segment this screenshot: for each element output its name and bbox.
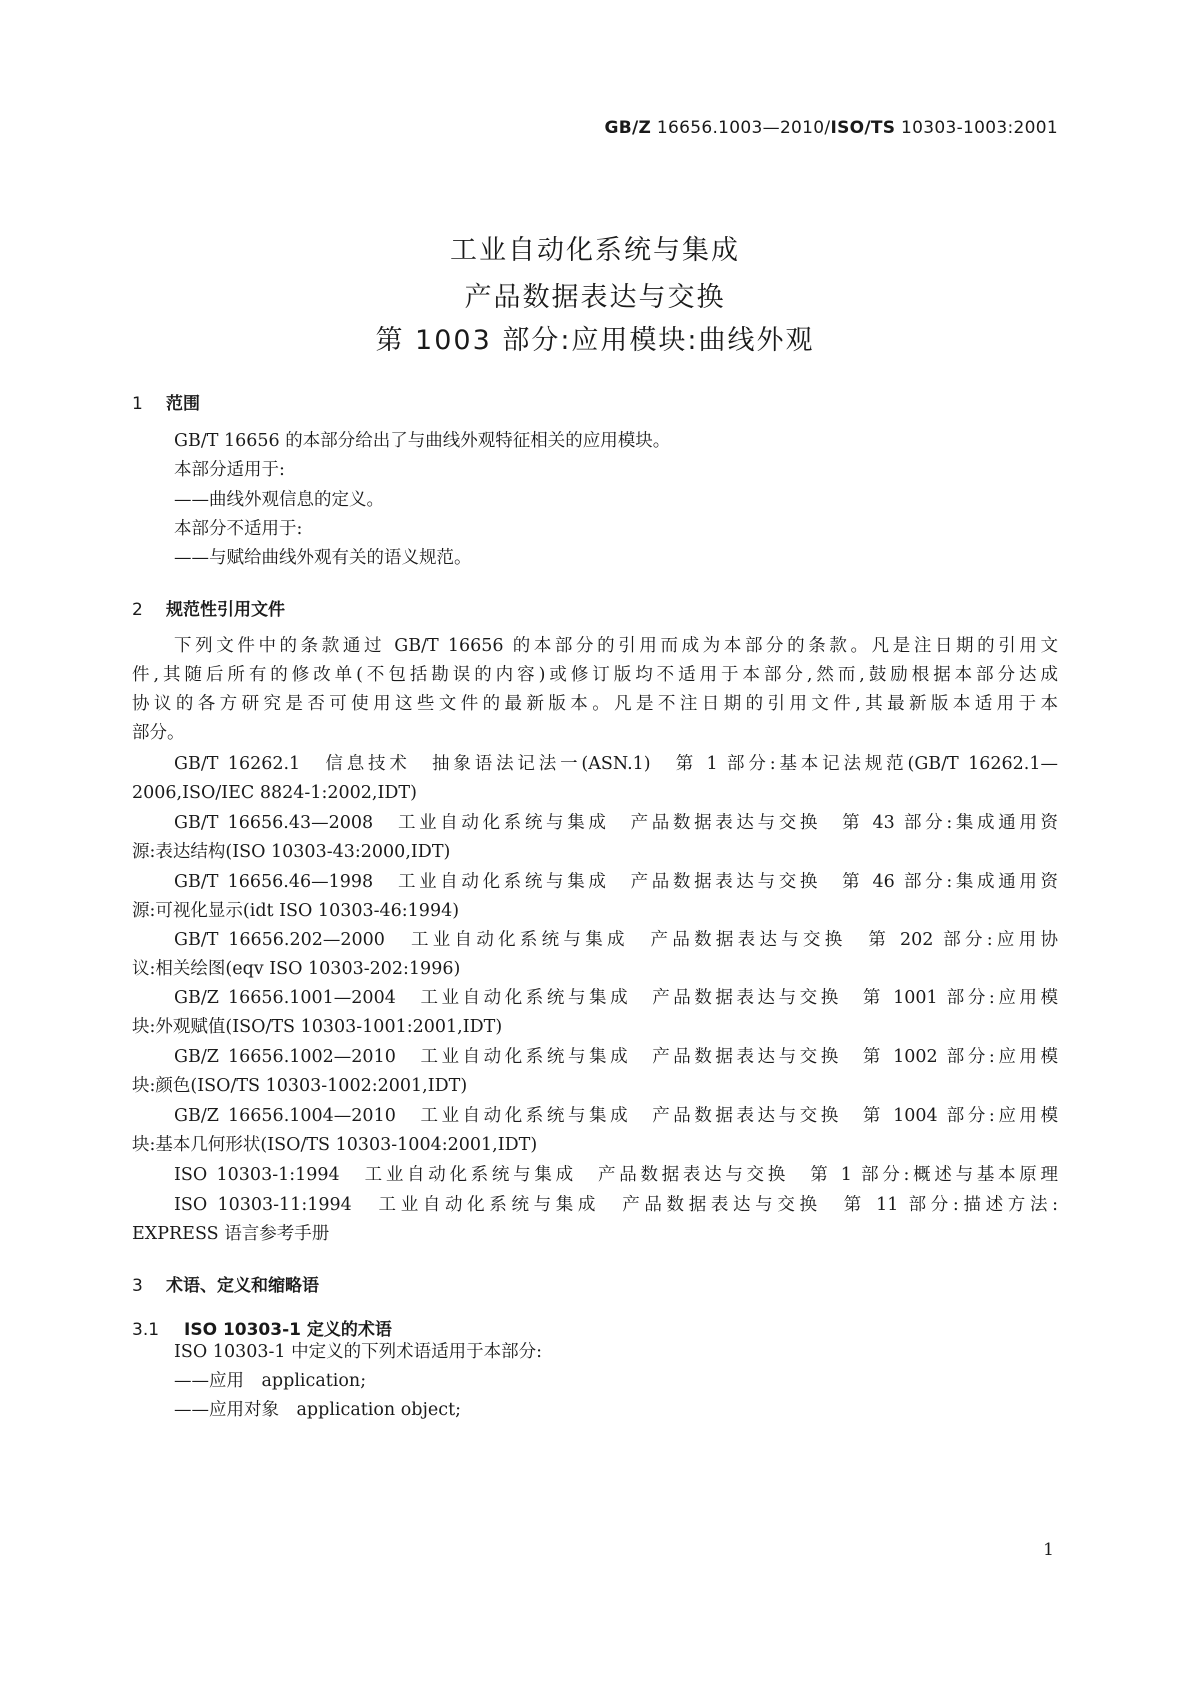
reference-line: ISO 10303-1:1994 工业自动化系统与集成 产品数据表达与交换 第 1 部分:概述与基本原理	[174, 1165, 1058, 1185]
section-1-line: ——与赋给曲线外观有关的语义规范。	[174, 548, 472, 568]
section-3-line: ——应用 application;	[174, 1371, 367, 1391]
section-1-line: 本部分不适用于:	[174, 519, 303, 539]
reference-line: 议:相关绘图(eqv ISO 10303-202:1996)	[132, 959, 461, 979]
reference-line: 块:基本几何形状(ISO/TS 10303-1004:2001,IDT)	[132, 1135, 538, 1155]
reference-line: GB/Z 16656.1001—2004 工业自动化系统与集成 产品数据表达与交换 第 1001 部分:应用模	[174, 988, 1058, 1008]
reference-line: 2006,ISO/IEC 8824-1:2002,IDT)	[132, 783, 417, 803]
section-1-heading: 1 范围	[132, 394, 200, 414]
reference-line: EXPRESS 语言参考手册	[132, 1224, 330, 1244]
reference-line: GB/T 16262.1 信息技术 抽象语法记法一(ASN.1) 第 1 部分:基本记法规范(GB/T 16262.1—	[174, 754, 1058, 774]
section-3-line: ISO 10303-1 中定义的下列术语适用于本部分:	[174, 1342, 542, 1362]
page-number: 1	[1043, 1540, 1054, 1560]
section-1-line: 本部分适用于:	[174, 460, 285, 480]
reference-line: 块:颜色(ISO/TS 10303-1002:2001,IDT)	[132, 1076, 468, 1096]
section-3-heading: 3 术语、定义和缩略语	[132, 1276, 319, 1296]
subsection-3-1-heading: 3.1 ISO 10303-1 定义的术语	[132, 1320, 392, 1340]
section-2-intro-line: 部分。	[132, 723, 185, 743]
section-2-intro-line: 协议的各方研究是否可使用这些文件的最新版本。凡是不注日期的引用文件,其最新版本适用于本	[132, 694, 1058, 714]
reference-line: ISO 10303-11:1994 工业自动化系统与集成 产品数据表达与交换 第 11 部分:描述方法:	[174, 1195, 1058, 1215]
reference-line: GB/T 16656.202—2000 工业自动化系统与集成 产品数据表达与交换 第 202 部分:应用协	[174, 930, 1058, 950]
reference-line: GB/Z 16656.1004—2010 工业自动化系统与集成 产品数据表达与交换 第 1004 部分:应用模	[174, 1106, 1058, 1126]
reference-line: 源:表达结构(ISO 10303-43:2000,IDT)	[132, 842, 451, 862]
section-2-heading: 2 规范性引用文件	[132, 600, 285, 620]
reference-line: GB/T 16656.46—1998 工业自动化系统与集成 产品数据表达与交换 第 46 部分:集成通用资	[174, 872, 1058, 892]
reference-line: 源:可视化显示(idt ISO 10303-46:1994)	[132, 901, 460, 921]
title-line-3: 第 1003 部分:应用模块:曲线外观	[375, 325, 815, 356]
section-2-intro-line: 下列文件中的条款通过 GB/T 16656 的本部分的引用而成为本部分的条款。凡是注日期的引用文	[174, 636, 1058, 656]
section-2-intro-line: 件,其随后所有的修改单(不包括勘误的内容)或修订版均不适用于本部分,然而,鼓励根据本部分达成	[132, 665, 1058, 685]
section-1-line: GB/T 16656 的本部分给出了与曲线外观特征相关的应用模块。	[174, 431, 671, 451]
title-line-2: 产品数据表达与交换	[464, 282, 726, 313]
reference-line: 块:外观赋值(ISO/TS 10303-1001:2001,IDT)	[132, 1017, 503, 1037]
title-line-1: 工业自动化系统与集成	[450, 235, 740, 266]
section-3-line: ——应用对象 application object;	[174, 1400, 462, 1420]
reference-line: GB/T 16656.43—2008 工业自动化系统与集成 产品数据表达与交换 第 43 部分:集成通用资	[174, 813, 1058, 833]
reference-line: GB/Z 16656.1002—2010 工业自动化系统与集成 产品数据表达与交换 第 1002 部分:应用模	[174, 1047, 1058, 1067]
standard-code: GB/Z 16656.1003—2010/ISO/TS 10303-1003:2001	[604, 118, 1058, 138]
section-1-line: ——曲线外观信息的定义。	[174, 490, 384, 510]
